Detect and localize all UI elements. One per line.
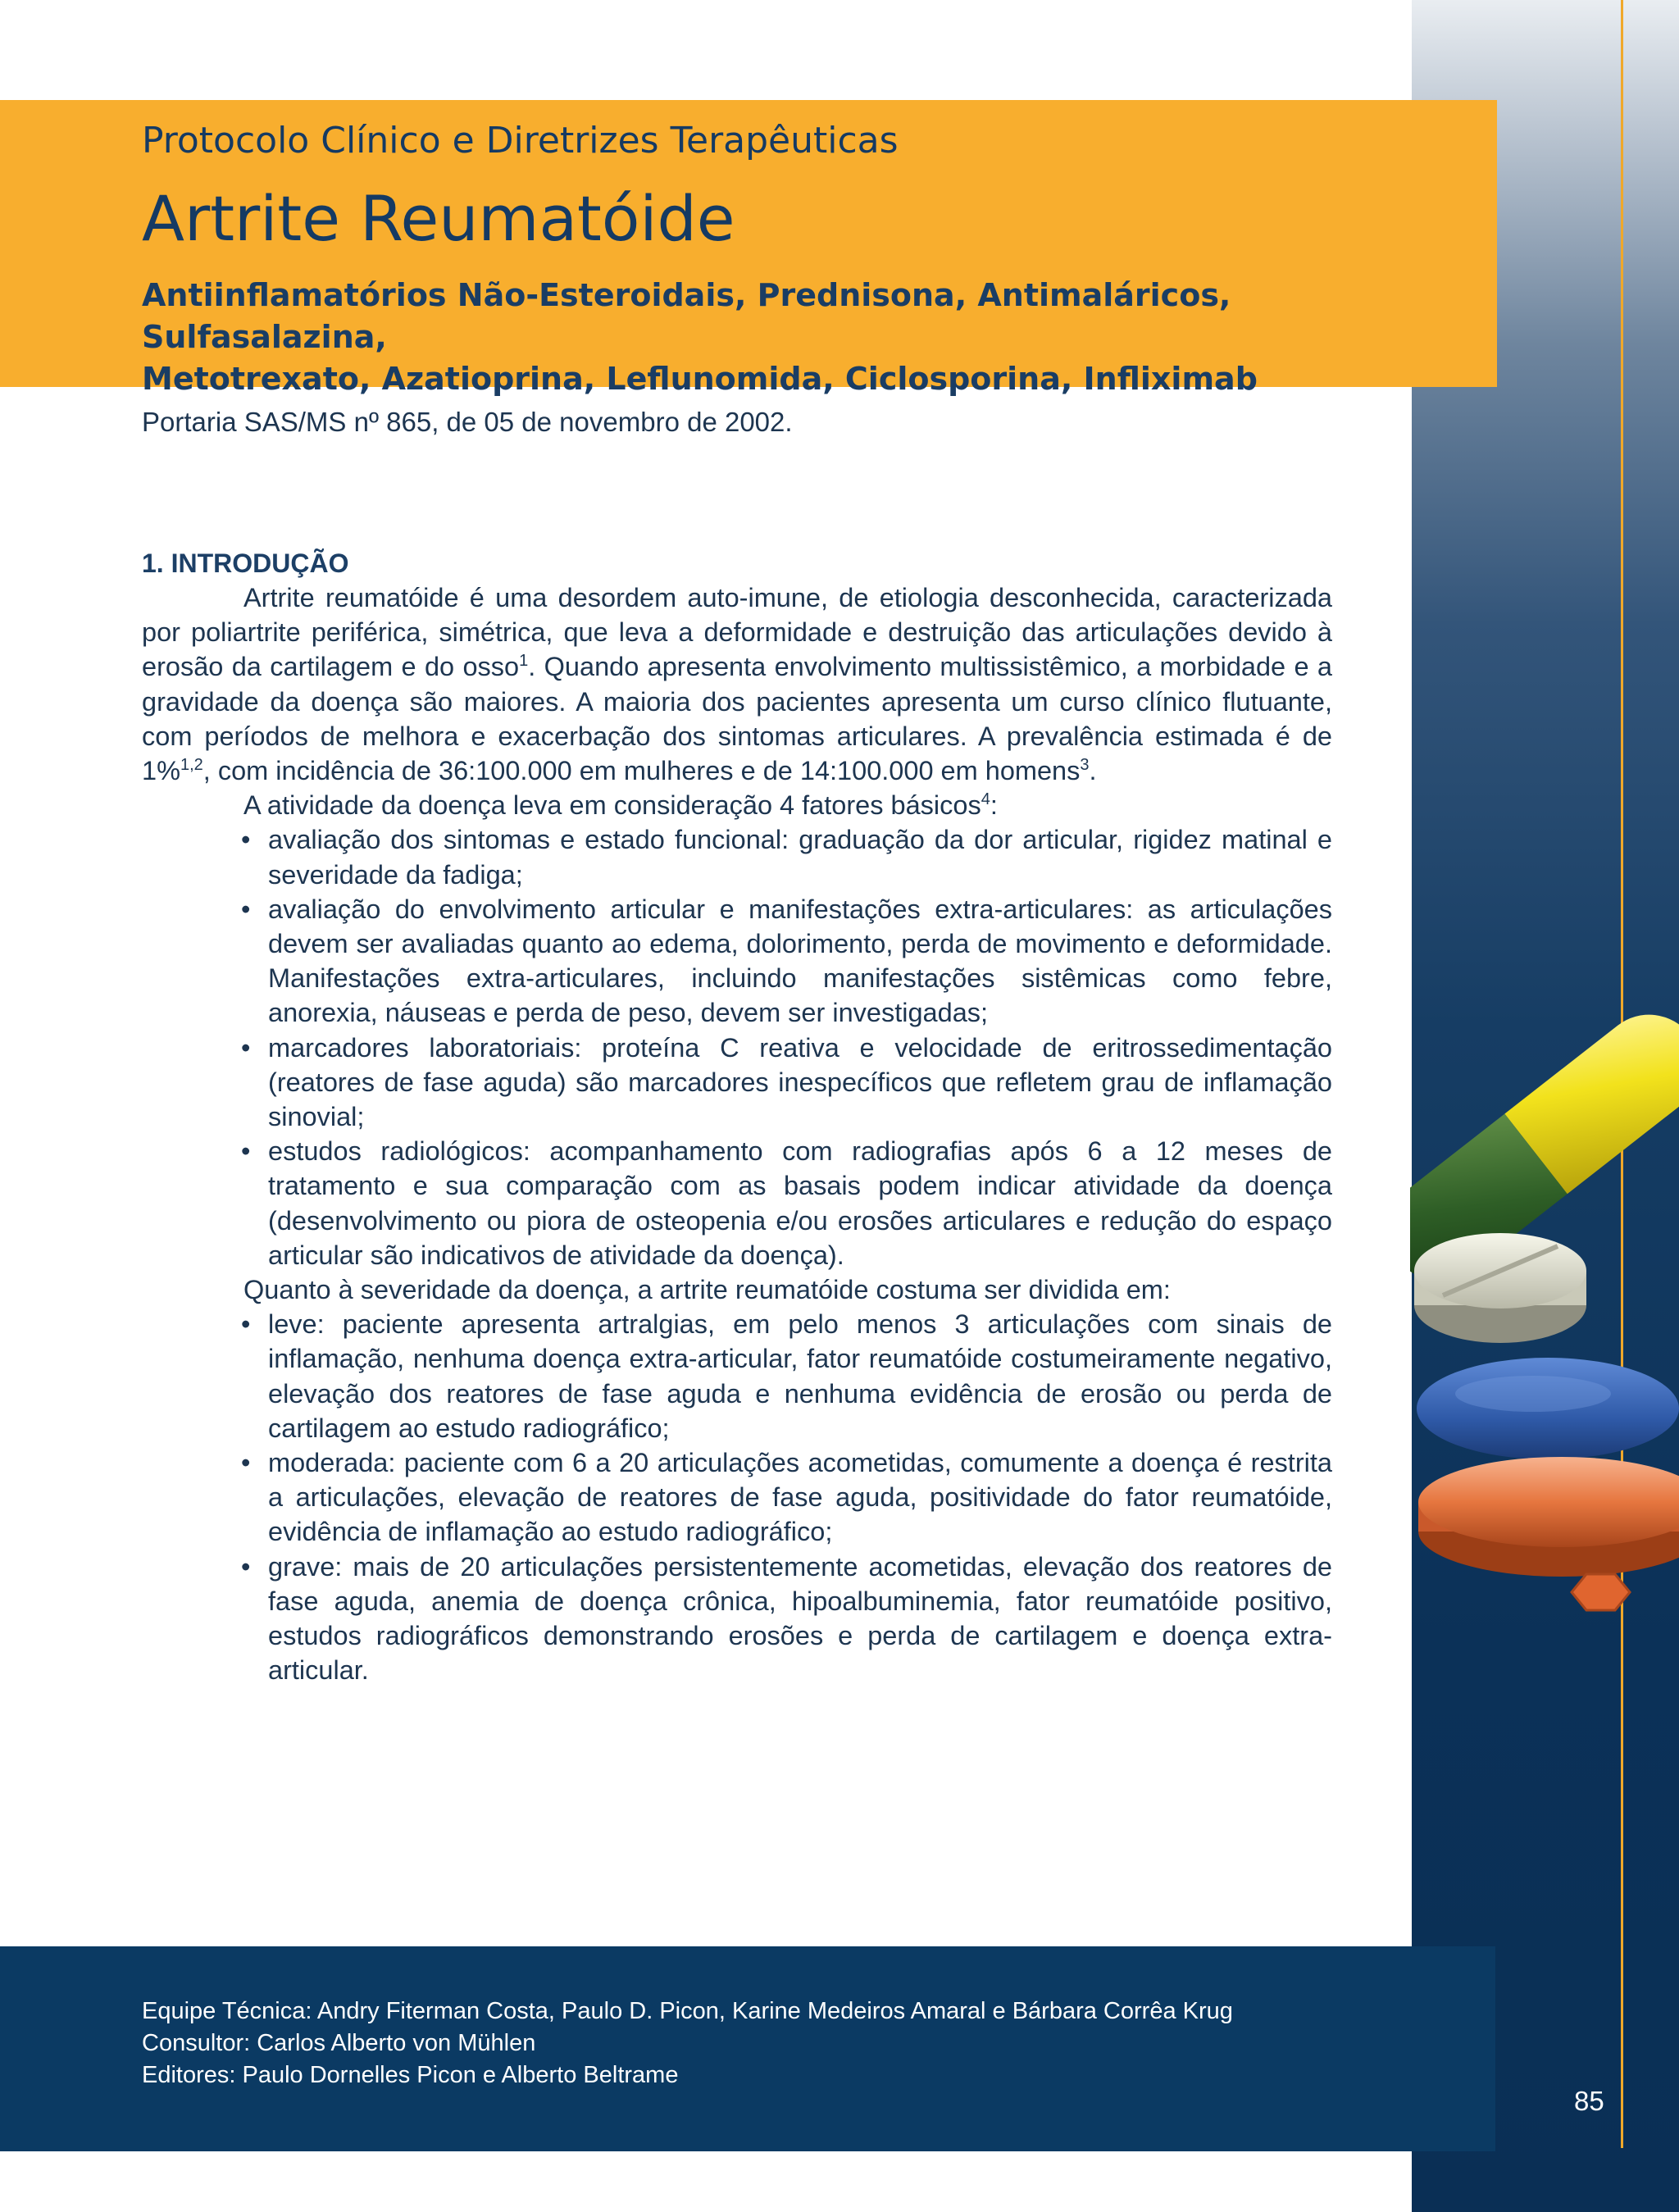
paragraph-text: A atividade da doença leva em consideração 4 fatores básicos	[243, 790, 981, 821]
consultant: Consultor: Carlos Alberto von Mühlen	[142, 2030, 536, 2056]
footer-banner	[0, 1946, 1495, 2151]
list-item: • avaliação do envolvimento articular e manifestações extra-articulares: as articulações devem ser avaliadas quanto ao edema, dolorimento, perda de movimento e deformidade. Manifestações extra-articulares, incluindo manifestações sistêmicas como febre, anorexia, náuseas e perda de peso, devem ser investigadas;	[142, 892, 1332, 1031]
page-subtitle	[142, 275, 1454, 400]
list-item: • avaliação dos sintomas e estado funcional: graduação da dor articular, rigidez matinal e severidade da fadiga;	[142, 822, 1332, 891]
page-number: 85	[1574, 2086, 1604, 2116]
portaria-reference: Portaria SAS/MS nº 865, de 05 de novembro de 2002.	[142, 407, 793, 437]
list-item: • estudos radiológicos: acompanhamento com radiografias após 6 a 12 meses de tratamento e sua comparação com as basais podem indicar atividade da doença (desenvolvimento ou piora de osteopenia e/ou erosões articulares e redução do espaço articular são indicativos de atividade da doença).	[142, 1134, 1332, 1272]
reference-marker: 4	[981, 790, 990, 809]
main-content	[142, 546, 1332, 1688]
page-title: Artrite Reumatóide	[142, 182, 735, 255]
technical-team: Equipe Técnica: Andry Fiterman Costa, Paulo D. Picon, Karine Medeiros Amaral e Bárbara Corrêa Krug	[142, 1998, 1233, 2024]
subtitle-line: Metotrexato, Azatioprina, Leflunomida, Ciclosporina, Infliximab	[142, 361, 1258, 397]
factors-intro	[142, 788, 1332, 822]
reference-marker: 1,2	[180, 756, 203, 775]
list-item: • leve: paciente apresenta artralgias, em pelo menos 3 articulações com sinais de inflamação, nenhuma doença extra-articular, fator reumatóide costumeiramente negativo, elevação dos reatores de fase aguda e nenhuma evidência de erosão ou perda de cartilagem ao estudo radiográfico;	[142, 1307, 1332, 1445]
subtitle-line: Antiinflamatórios Não-Esteroidais, Prednisona, Antimaláricos, Sulfasalazina,	[142, 277, 1231, 355]
credits	[142, 1996, 1233, 2091]
reference-marker: 1	[519, 652, 529, 671]
list-item: • moderada: paciente com 6 a 20 articulações acometidas, comumente a doença é restrita a articulações, elevação de reatores de fase aguda, positividade do fator reumatóide, evidência de inflamação ao estudo radiográfico;	[142, 1445, 1332, 1550]
section-heading: 1. INTRODUÇÃO	[142, 548, 349, 578]
intro-paragraph	[142, 580, 1332, 788]
severity-intro: Quanto à severidade da doença, a artrite reumatóide costuma ser dividida em:	[243, 1275, 1171, 1305]
paragraph-text: , com incidência de 36:100.000 em mulheres e de 14:100.000 em homens	[202, 756, 1081, 786]
reference-marker: 3	[1080, 756, 1090, 775]
pills-illustration	[1410, 1000, 1679, 1656]
severity-list	[142, 1307, 1332, 1687]
header-banner	[0, 100, 1497, 397]
orange-tablet-icon	[1418, 1457, 1679, 1610]
editors: Editores: Paulo Dornelles Picon e Alberto Beltrame	[142, 2062, 679, 2088]
list-item: • marcadores laboratoriais: proteína C reativa e velocidade de eritrossedimentação (reatores de fase aguda) são marcadores inespecíficos que refletem grau de inflamação sinovial;	[142, 1031, 1332, 1135]
white-tablet-icon	[1414, 1233, 1586, 1343]
list-item: • grave: mais de 20 articulações persistentemente acometidas, elevação dos reatores de fase aguda, anemia de doença crônica, hipoalbuminemia, fator reumatóide positivo, estudos radiográficos demonstrando erosões e perda de cartilagem e doença extra-articular.	[142, 1550, 1332, 1688]
paragraph-text: .	[1089, 756, 1097, 786]
paragraph-text: :	[990, 790, 998, 821]
series-title: Protocolo Clínico e Diretrizes Terapêuticas	[142, 120, 899, 162]
paragraph-text: . Quando apresenta envolvimento multissistêmico, a morbidade e a gravidade da doença são maiores. A maioria dos pacientes apresenta um curso clínico flutuante, com períodos de melhora e exacerbação dos sintomas articulares. A prevalência estimada é de 1%	[142, 652, 1332, 786]
blue-tablet-icon	[1417, 1358, 1679, 1459]
paragraph-text: Artrite reumatóide é uma desordem auto-imune, de etiologia desconhecida, caracterizada por poliartrite periférica, simétrica, que leva a deformidade e destruição das articulações devido à erosão da cartilagem e do osso	[142, 583, 1332, 682]
factors-list	[142, 822, 1332, 1272]
